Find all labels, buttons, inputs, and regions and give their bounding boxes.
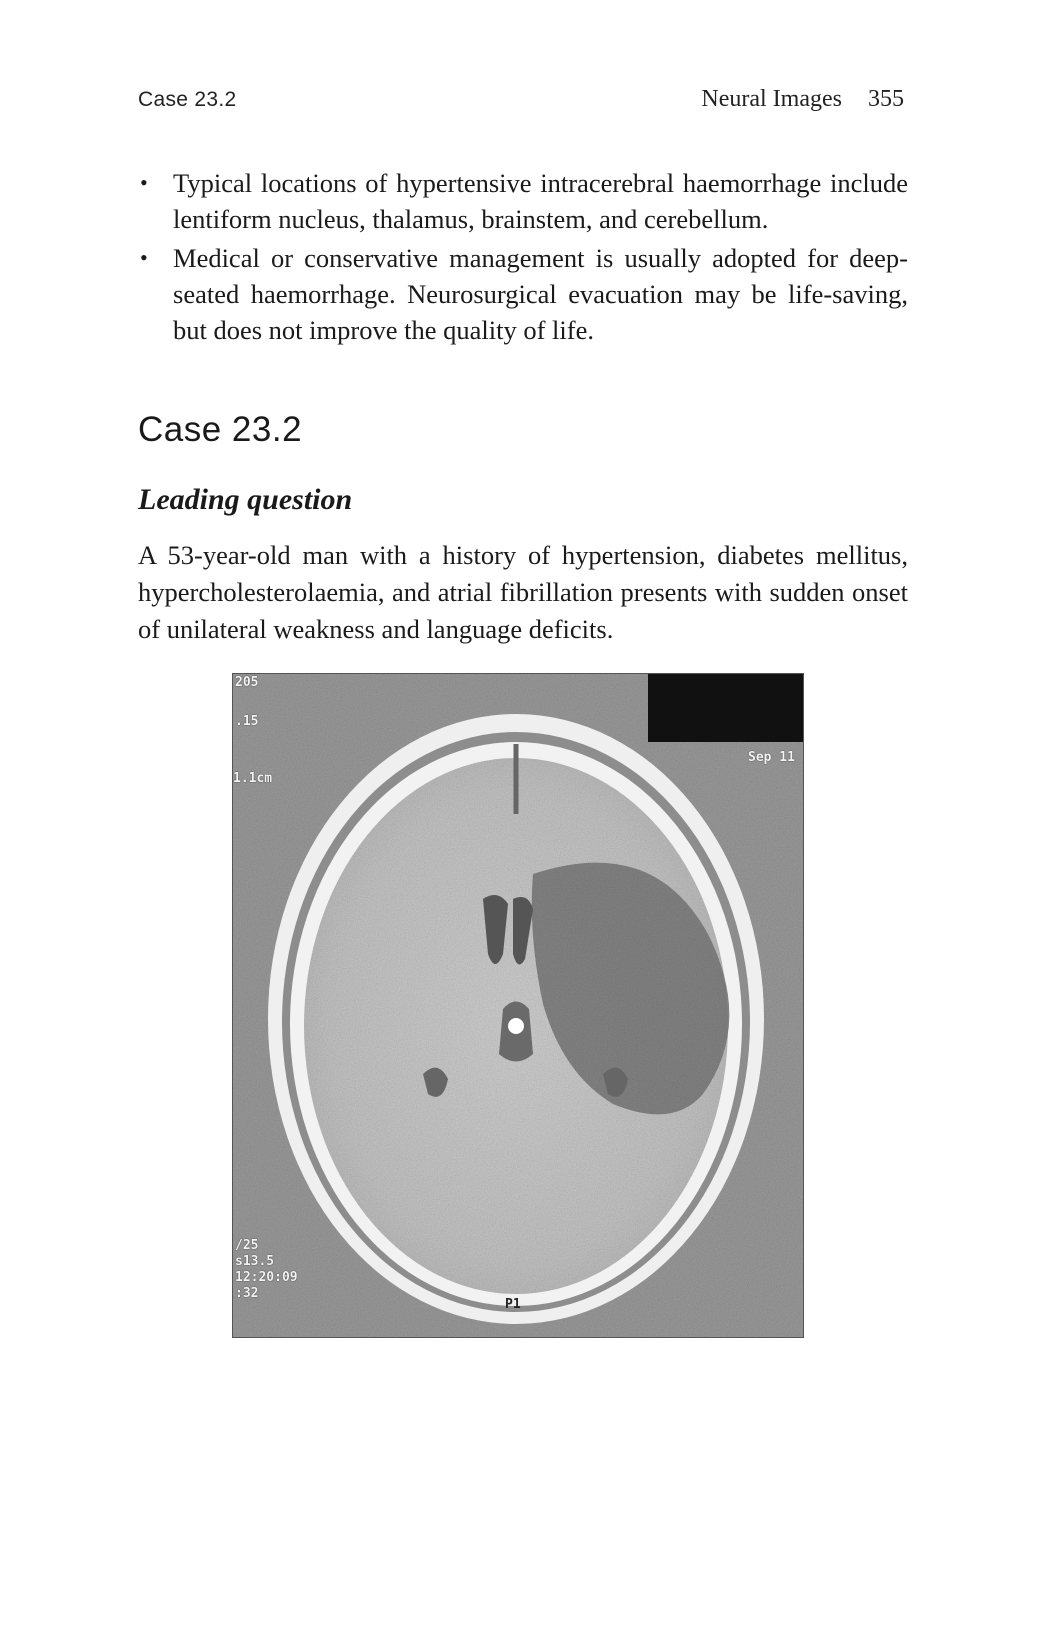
overlay-top-left-2: .15 bbox=[235, 714, 259, 729]
bullet-text: Medical or conservative management is usually adopted for deep-seated haemorrhage. Neurosurgical evacuation may be life-saving, but does not improve the quality of life. bbox=[173, 243, 908, 345]
leading-question-heading: Leading question bbox=[138, 483, 353, 516]
page-number: 355 bbox=[868, 86, 904, 112]
running-header-section: Case 23.2 bbox=[138, 88, 237, 111]
bullet-item bbox=[138, 240, 908, 348]
overlay-top-left: 205 bbox=[235, 675, 259, 690]
book-title: Neural Images bbox=[701, 86, 842, 112]
bullet-text: Typical locations of hypertensive intracerebral haemorrhage include lentiform nucleus, thalamus, brainstem, and cerebellum. bbox=[173, 168, 908, 234]
running-header bbox=[701, 86, 904, 113]
bullet-icon: • bbox=[140, 170, 148, 195]
bullet-item bbox=[138, 165, 908, 237]
overlay-top-left-3: 1.1cm bbox=[233, 771, 273, 786]
overlay-bottom-center: P1 bbox=[505, 1297, 521, 1312]
overlay-top-right: Sep 11 bbox=[748, 750, 795, 765]
case-paragraph: A 53-year-old man with a history of hypertension, diabetes mellitus, hypercholesterolaemia, and atrial fibrillation presents with sudden onset of unilateral weakness and language deficits. bbox=[138, 540, 908, 644]
overlay-bottom-left: /25 s13.5 12:20:09 :32 bbox=[235, 1238, 298, 1301]
ct-scan-image bbox=[232, 673, 804, 1338]
bullet-list bbox=[138, 165, 908, 351]
ct-scan-drawing bbox=[233, 674, 803, 1337]
case-title: Case 23.2 bbox=[138, 410, 303, 449]
bullet-icon: • bbox=[140, 245, 148, 270]
